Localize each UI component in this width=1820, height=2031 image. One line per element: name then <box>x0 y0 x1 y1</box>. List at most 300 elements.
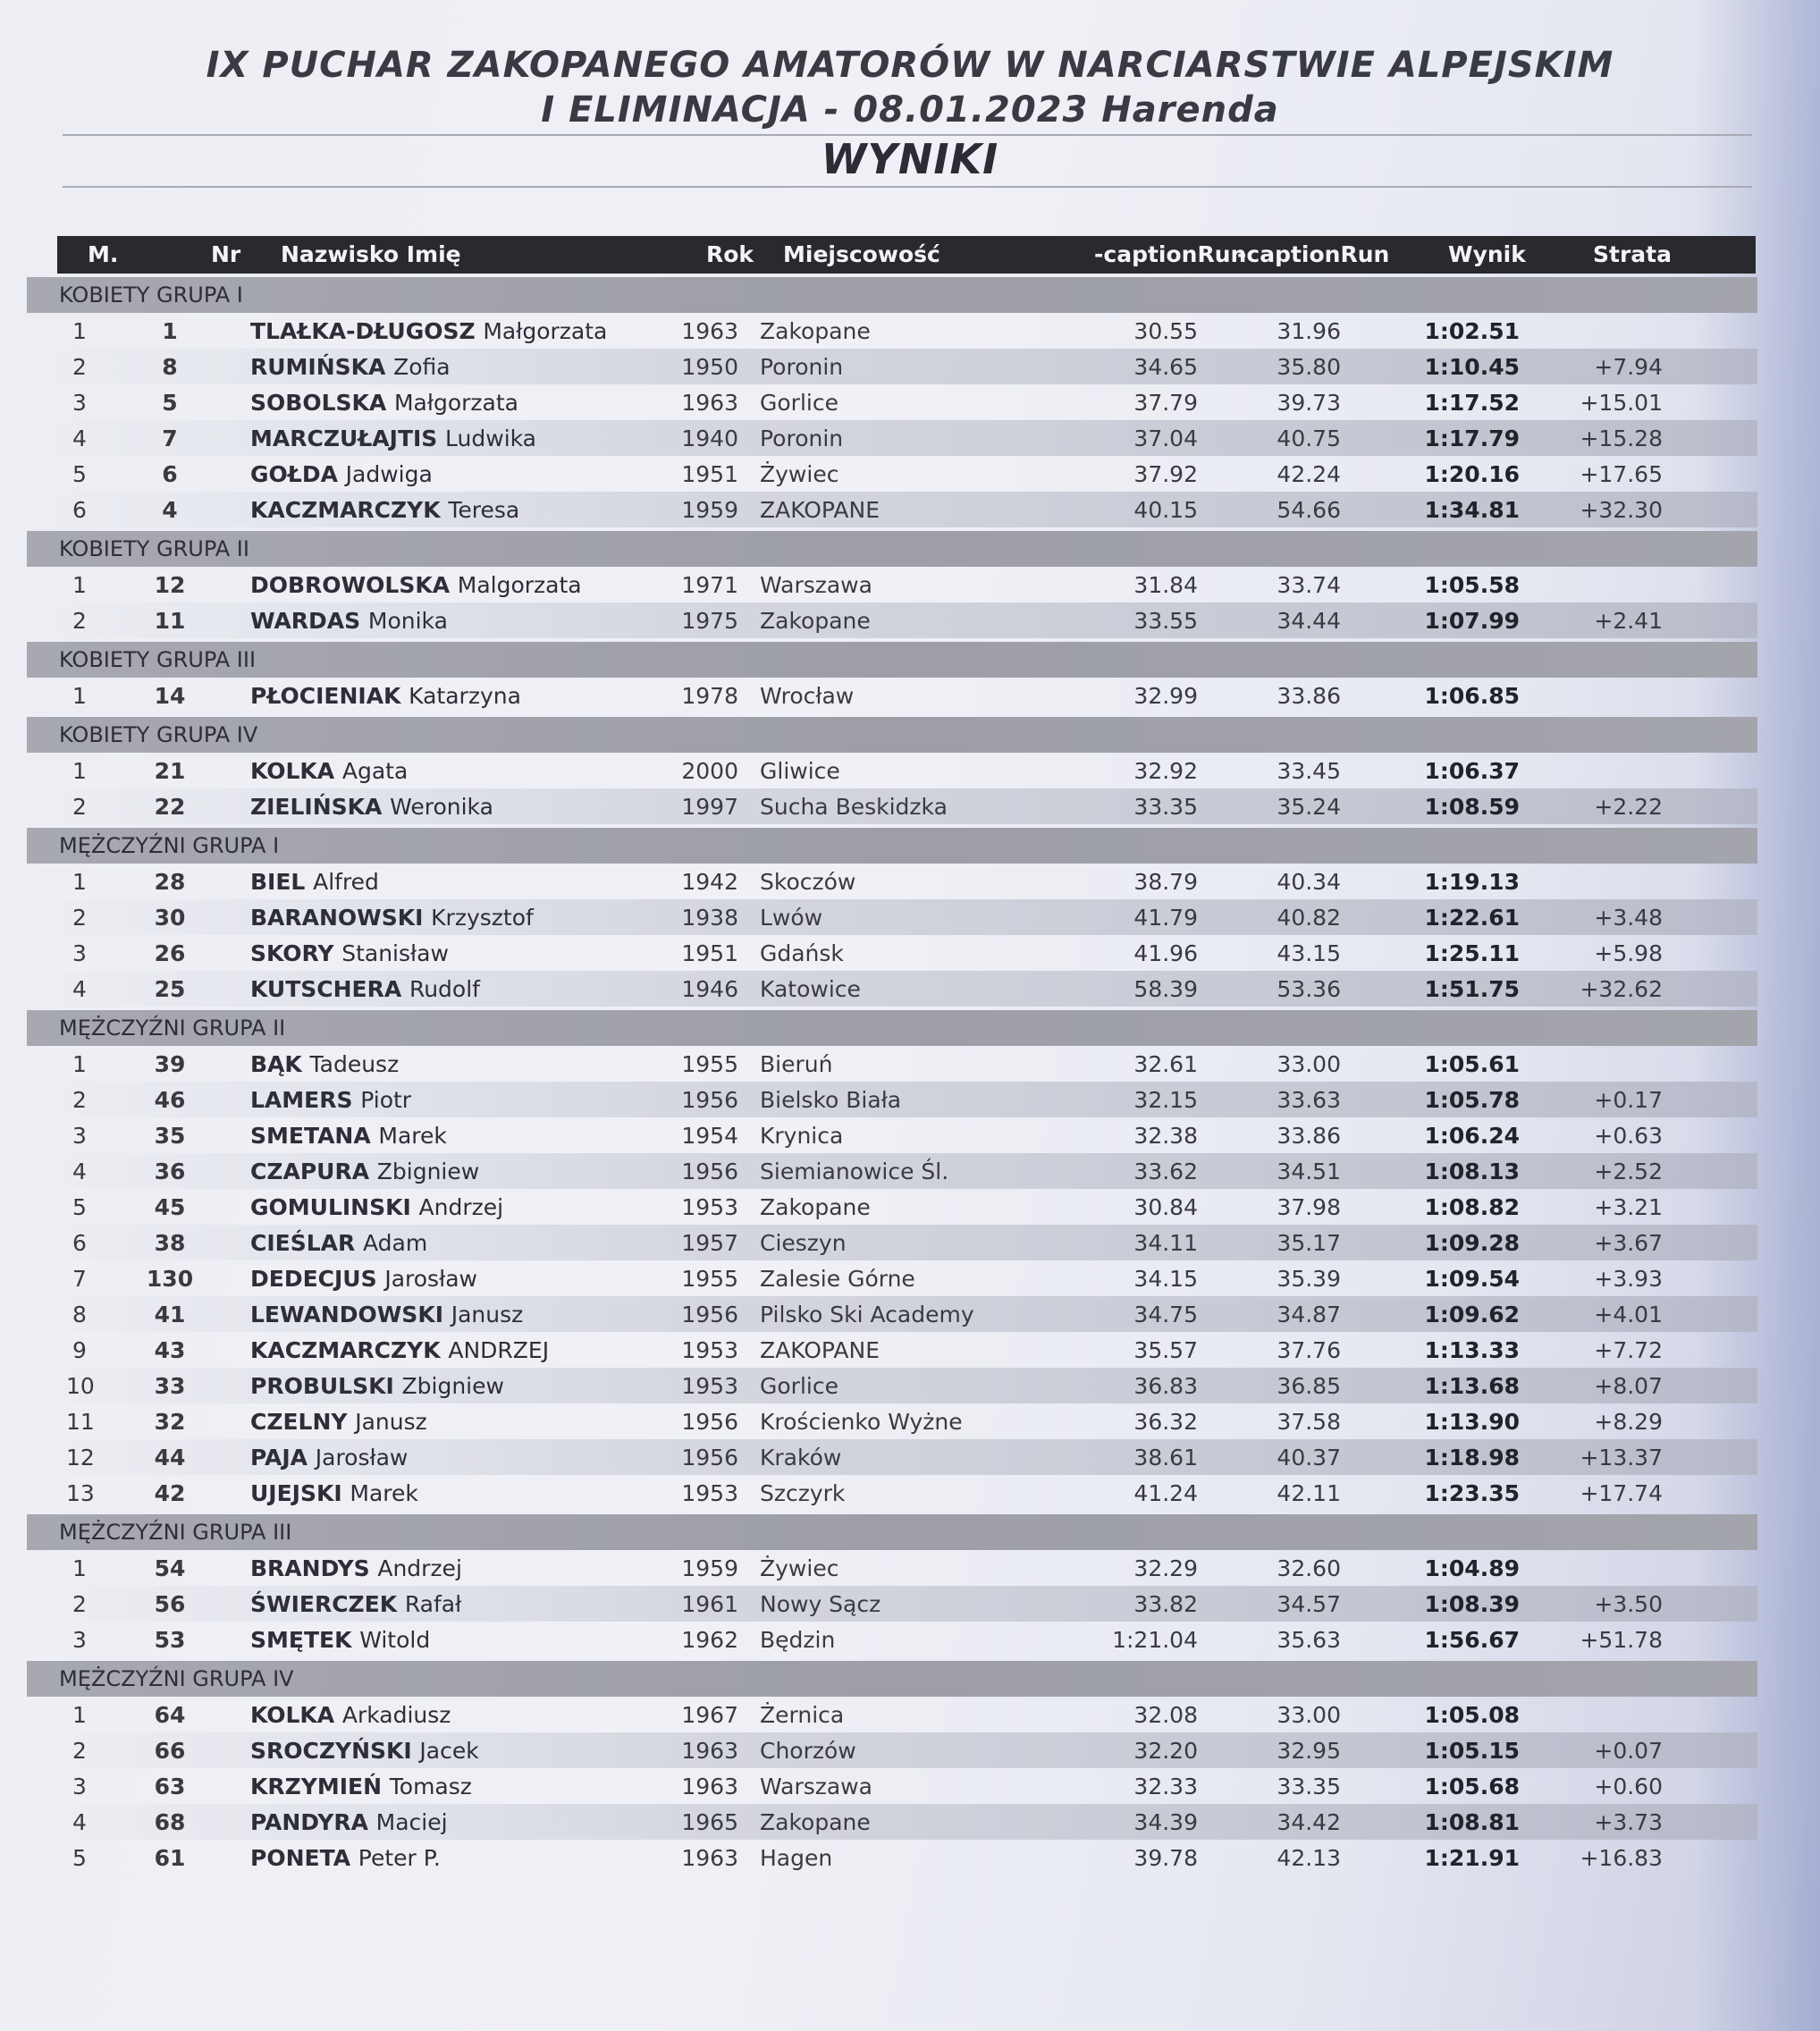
bib-number-cell: 44 <box>154 1445 186 1471</box>
time-loss-cell: +2.52 <box>1594 1159 1663 1184</box>
first-name: Ludwika <box>445 426 536 451</box>
run2-time-cell: 40.82 <box>1277 905 1341 931</box>
time-loss-cell: +3.48 <box>1594 905 1663 931</box>
time-loss-cell: +15.28 <box>1580 426 1663 451</box>
birth-year-cell: 1963 <box>681 318 738 344</box>
place-cell: 2 <box>72 1087 87 1113</box>
total-result-cell: 1:34.81 <box>1424 497 1520 523</box>
competitor-name-cell <box>250 1774 472 1799</box>
first-name: Jarosław <box>315 1445 409 1471</box>
bib-number-cell: 68 <box>154 1809 186 1835</box>
group-header <box>27 1514 1757 1550</box>
competitor-name-cell <box>250 1480 418 1506</box>
place-cell: 4 <box>72 426 87 451</box>
time-loss-cell: +3.50 <box>1594 1591 1663 1617</box>
run1-time-cell: 41.96 <box>1133 940 1198 966</box>
city-cell: Bieruń <box>760 1051 833 1077</box>
bib-number-cell: 45 <box>154 1194 186 1220</box>
birth-year-cell: 1955 <box>681 1051 738 1077</box>
birth-year-cell: 2000 <box>681 758 738 784</box>
city-cell: Żywiec <box>760 461 839 487</box>
competitor-name-cell <box>250 1051 399 1077</box>
total-result-cell: 1:17.79 <box>1424 426 1520 451</box>
run2-time-cell: 42.11 <box>1277 1480 1341 1506</box>
place-cell: 4 <box>72 1809 87 1835</box>
city-cell: Chorzów <box>760 1738 856 1764</box>
run2-time-cell: 42.13 <box>1277 1845 1341 1871</box>
col-header-result: Wynik <box>1448 241 1526 267</box>
place-cell: 1 <box>72 318 87 344</box>
run2-time-cell: 53.36 <box>1277 976 1341 1002</box>
last-name: ZIELIŃSKA <box>250 794 383 820</box>
total-result-cell: 1:05.15 <box>1424 1738 1520 1764</box>
table-row <box>27 456 1757 492</box>
bib-number-cell: 66 <box>154 1738 186 1764</box>
first-name: Agata <box>341 758 409 784</box>
place-cell: 6 <box>72 497 87 523</box>
time-loss-cell: +15.01 <box>1580 390 1663 416</box>
first-name: Weronika <box>390 794 493 820</box>
table-row <box>27 1260 1757 1296</box>
city-cell: Zakopane <box>760 1809 871 1835</box>
birth-year-cell: 1956 <box>681 1302 738 1327</box>
time-loss-cell: +0.07 <box>1594 1738 1663 1764</box>
city-cell: Zakopane <box>760 318 871 344</box>
birth-year-cell: 1953 <box>681 1480 738 1506</box>
time-loss-cell: +13.37 <box>1580 1445 1663 1471</box>
run2-time-cell: 34.42 <box>1277 1809 1341 1835</box>
run1-time-cell: 33.62 <box>1133 1159 1198 1184</box>
run1-time-cell: 33.35 <box>1133 794 1198 820</box>
run2-time-cell: 33.00 <box>1277 1702 1341 1728</box>
total-result-cell: 1:02.51 <box>1424 318 1520 344</box>
table-row <box>27 678 1757 713</box>
run2-time-cell: 35.80 <box>1277 354 1341 380</box>
col-header-year: Rok <box>706 241 754 267</box>
total-result-cell: 1:05.61 <box>1424 1051 1520 1077</box>
title-divider <box>63 134 1752 136</box>
run2-time-cell: 34.87 <box>1277 1302 1341 1327</box>
total-result-cell: 1:25.11 <box>1424 940 1520 966</box>
city-cell: ZAKOPANE <box>760 497 881 523</box>
run1-time-cell: 34.39 <box>1133 1809 1198 1835</box>
time-loss-cell: +51.78 <box>1580 1627 1663 1653</box>
run2-time-cell: 43.15 <box>1277 940 1341 966</box>
competitor-name-cell <box>250 905 534 931</box>
competitor-name-cell <box>250 1555 462 1581</box>
run2-time-cell: 35.63 <box>1277 1627 1341 1653</box>
run2-time-cell: 35.39 <box>1277 1266 1341 1292</box>
total-result-cell: 1:05.58 <box>1424 572 1520 598</box>
group-title: MĘŻCZYŹNI GRUPA IV <box>59 1666 294 1691</box>
city-cell: Pilsko Ski Academy <box>760 1302 974 1327</box>
run1-time-cell: 37.92 <box>1133 461 1198 487</box>
bib-number-cell: 12 <box>154 572 186 598</box>
table-row <box>27 349 1757 384</box>
competitor-name-cell <box>250 1627 430 1653</box>
total-result-cell: 1:09.54 <box>1424 1266 1520 1292</box>
document-title <box>0 43 1820 186</box>
group-header <box>27 277 1757 313</box>
last-name: SKORY <box>250 940 334 966</box>
group-title: KOBIETY GRUPA III <box>59 647 257 672</box>
bib-number-cell: 26 <box>154 940 186 966</box>
city-cell: Gorlice <box>760 390 838 416</box>
first-name: Maciej <box>375 1809 448 1835</box>
place-cell: 2 <box>72 1591 87 1617</box>
group-title: KOBIETY GRUPA II <box>59 536 249 561</box>
last-name: TLAŁKA-DŁUGOSZ <box>250 318 476 344</box>
col-header-name: Nazwisko Imię <box>281 241 461 267</box>
total-result-cell: 1:08.39 <box>1424 1591 1520 1617</box>
last-name: KOLKA <box>250 1702 335 1728</box>
birth-year-cell: 1954 <box>681 1123 738 1149</box>
first-name: Andrzej <box>377 1555 462 1581</box>
total-result-cell: 1:20.16 <box>1424 461 1520 487</box>
run2-time-cell: 34.57 <box>1277 1591 1341 1617</box>
competitor-name-cell <box>250 1159 479 1184</box>
city-cell: Bielsko Biała <box>760 1087 902 1113</box>
birth-year-cell: 1965 <box>681 1809 738 1835</box>
bib-number-cell: 14 <box>154 683 186 709</box>
city-cell: Warszawa <box>760 572 872 598</box>
birth-year-cell: 1942 <box>681 869 738 895</box>
run1-time-cell: 32.20 <box>1133 1738 1198 1764</box>
run1-time-cell: 36.83 <box>1133 1373 1198 1399</box>
city-cell: Cieszyn <box>760 1230 847 1256</box>
place-cell: 3 <box>72 1774 87 1799</box>
table-row <box>27 1804 1757 1840</box>
birth-year-cell: 1963 <box>681 1738 738 1764</box>
bib-number-cell: 1 <box>162 318 178 344</box>
place-cell: 3 <box>72 940 87 966</box>
table-row <box>27 1225 1757 1260</box>
last-name: KOLKA <box>250 758 335 784</box>
city-cell: Sucha Beskidzka <box>760 794 948 820</box>
total-result-cell: 1:17.52 <box>1424 390 1520 416</box>
bib-number-cell: 4 <box>162 497 178 523</box>
col-header-city: Miejscowość <box>783 241 940 267</box>
run2-time-cell: 33.74 <box>1277 572 1341 598</box>
run2-time-cell: 36.85 <box>1277 1373 1341 1399</box>
competition-title: IX PUCHAR ZAKOPANEGO AMATORÓW W NARCIARSTWIE ALPEJSKIM <box>206 45 1614 86</box>
first-name: Janusz <box>451 1302 524 1327</box>
competitor-name-cell <box>250 497 519 523</box>
time-loss-cell: +3.67 <box>1594 1230 1663 1256</box>
birth-year-cell: 1967 <box>681 1702 738 1728</box>
place-cell: 5 <box>72 1194 87 1220</box>
last-name: SOBOLSKA <box>250 390 387 416</box>
city-cell: Nowy Sącz <box>760 1591 881 1617</box>
last-name: KACZMARCZYK <box>250 497 441 523</box>
competitor-name-cell <box>250 1230 427 1256</box>
city-cell: Kraków <box>760 1445 842 1471</box>
city-cell: Zalesie Górne <box>760 1266 915 1292</box>
last-name: UJEJSKI <box>250 1480 342 1506</box>
last-name: GOMULINSKI <box>250 1194 411 1220</box>
competitor-name-cell <box>250 354 451 380</box>
birth-year-cell: 1940 <box>681 426 738 451</box>
last-name: PROBULSKI <box>250 1373 394 1399</box>
last-name: LEWANDOWSKI <box>250 1302 443 1327</box>
birth-year-cell: 1956 <box>681 1159 738 1184</box>
run2-time-cell: 35.24 <box>1277 794 1341 820</box>
competitor-name-cell <box>250 794 493 820</box>
run1-time-cell: 41.79 <box>1133 905 1198 931</box>
time-loss-cell: +17.74 <box>1580 1480 1663 1506</box>
bib-number-cell: 28 <box>154 869 186 895</box>
bib-number-cell: 130 <box>146 1266 194 1292</box>
table-row <box>27 603 1757 638</box>
city-cell: Zakopane <box>760 1194 871 1220</box>
table-row <box>27 1586 1757 1622</box>
total-result-cell: 1:05.08 <box>1424 1702 1520 1728</box>
table-row <box>27 1475 1757 1511</box>
place-cell: 2 <box>72 354 87 380</box>
total-result-cell: 1:56.67 <box>1424 1627 1520 1653</box>
place-cell: 11 <box>66 1409 95 1435</box>
table-row <box>27 864 1757 899</box>
first-name: Zbigniew <box>376 1159 480 1184</box>
run1-time-cell: 37.04 <box>1133 426 1198 451</box>
table-row <box>27 899 1757 935</box>
bib-number-cell: 63 <box>154 1774 186 1799</box>
last-name: PŁOCIENIAK <box>250 683 401 709</box>
city-cell: Krościenko Wyżne <box>760 1409 963 1435</box>
competitor-name-cell <box>250 683 521 709</box>
place-cell: 5 <box>72 1845 87 1871</box>
bib-number-cell: 43 <box>154 1337 186 1363</box>
place-cell: 5 <box>72 461 87 487</box>
place-cell: 1 <box>72 1702 87 1728</box>
first-name: Arkadiusz <box>341 1702 451 1728</box>
last-name: KRZYMIEŃ <box>250 1774 383 1799</box>
run2-time-cell: 40.75 <box>1277 426 1341 451</box>
competitor-name-cell <box>250 1337 549 1363</box>
total-result-cell: 1:18.98 <box>1424 1445 1520 1471</box>
city-cell: Szczyrk <box>760 1480 846 1506</box>
col-header-number: Nr <box>211 241 241 267</box>
run2-time-cell: 35.17 <box>1277 1230 1341 1256</box>
birth-year-cell: 1950 <box>681 354 738 380</box>
competitor-name-cell <box>250 426 536 451</box>
birth-year-cell: 1953 <box>681 1373 738 1399</box>
first-name: Rafał <box>404 1591 462 1617</box>
bib-number-cell: 56 <box>154 1591 186 1617</box>
bib-number-cell: 61 <box>154 1845 186 1871</box>
first-name: ANDRZEJ <box>448 1337 550 1363</box>
table-row <box>27 1368 1757 1403</box>
last-name: PANDYRA <box>250 1809 368 1835</box>
bib-number-cell: 5 <box>162 390 178 416</box>
first-name: Teresa <box>448 497 520 523</box>
table-row <box>27 1403 1757 1439</box>
bib-number-cell: 53 <box>154 1627 186 1653</box>
bib-number-cell: 46 <box>154 1087 186 1113</box>
run1-time-cell: 34.65 <box>1133 354 1198 380</box>
bib-number-cell: 35 <box>154 1123 186 1149</box>
birth-year-cell: 1957 <box>681 1230 738 1256</box>
total-result-cell: 1:09.28 <box>1424 1230 1520 1256</box>
table-row <box>27 753 1757 788</box>
results-heading: WYNIKI <box>821 135 999 183</box>
run1-time-cell: 38.61 <box>1133 1445 1198 1471</box>
birth-year-cell: 1953 <box>681 1194 738 1220</box>
bib-number-cell: 11 <box>154 608 186 634</box>
place-cell: 1 <box>72 683 87 709</box>
city-cell: Warszawa <box>760 1774 872 1799</box>
competitor-name-cell <box>250 1445 408 1471</box>
competitor-name-cell <box>250 1738 479 1764</box>
place-cell: 13 <box>66 1480 95 1506</box>
total-result-cell: 1:21.91 <box>1424 1845 1520 1871</box>
city-cell: Hagen <box>760 1845 833 1871</box>
city-cell: Katowice <box>760 976 861 1002</box>
run2-time-cell: 32.60 <box>1277 1555 1341 1581</box>
bib-number-cell: 41 <box>154 1302 186 1327</box>
first-name: Jarosław <box>384 1266 477 1292</box>
group-title: KOBIETY GRUPA I <box>59 282 243 308</box>
run1-time-cell: 58.39 <box>1133 976 1198 1002</box>
first-name: Marek <box>350 1480 418 1506</box>
run2-time-cell: 40.37 <box>1277 1445 1341 1471</box>
total-result-cell: 1:06.24 <box>1424 1123 1520 1149</box>
total-result-cell: 1:10.45 <box>1424 354 1520 380</box>
table-row <box>27 1046 1757 1082</box>
run1-time-cell: 32.29 <box>1133 1555 1198 1581</box>
time-loss-cell: +3.21 <box>1594 1194 1663 1220</box>
place-cell: 2 <box>72 905 87 931</box>
birth-year-cell: 1963 <box>681 390 738 416</box>
total-result-cell: 1:08.13 <box>1424 1159 1520 1184</box>
birth-year-cell: 1961 <box>681 1591 738 1617</box>
run1-time-cell: 32.38 <box>1133 1123 1198 1149</box>
bib-number-cell: 36 <box>154 1159 186 1184</box>
competitor-name-cell <box>250 390 518 416</box>
first-name: Witold <box>359 1627 431 1653</box>
birth-year-cell: 1951 <box>681 940 738 966</box>
last-name: LAMERS <box>250 1087 353 1113</box>
birth-year-cell: 1956 <box>681 1087 738 1113</box>
table-row <box>27 1439 1757 1475</box>
place-cell: 12 <box>66 1445 95 1471</box>
group-header <box>27 1010 1757 1046</box>
time-loss-cell: +7.72 <box>1594 1337 1663 1363</box>
results-table <box>27 236 1757 1875</box>
run1-time-cell: 34.15 <box>1133 1266 1198 1292</box>
run1-time-cell: 32.92 <box>1133 758 1198 784</box>
competitor-name-cell <box>250 1302 523 1327</box>
last-name: BARANOWSKI <box>250 905 424 931</box>
run2-time-cell: 33.86 <box>1277 1123 1341 1149</box>
table-row <box>27 420 1757 456</box>
total-result-cell: 1:06.37 <box>1424 758 1520 784</box>
run2-time-cell: 42.24 <box>1277 461 1341 487</box>
col-header-place: M. <box>88 241 119 267</box>
table-row <box>27 1082 1757 1117</box>
place-cell: 9 <box>72 1337 87 1363</box>
first-name: Andrzej <box>418 1194 504 1220</box>
total-result-cell: 1:13.90 <box>1424 1409 1520 1435</box>
last-name: SMETANA <box>250 1123 371 1149</box>
birth-year-cell: 1978 <box>681 683 738 709</box>
total-result-cell: 1:08.82 <box>1424 1194 1520 1220</box>
col-header-run1: -captionRun <box>1094 241 1247 267</box>
bib-number-cell: 22 <box>154 794 186 820</box>
group-header <box>27 717 1757 753</box>
total-result-cell: 1:19.13 <box>1424 869 1520 895</box>
birth-year-cell: 1953 <box>681 1337 738 1363</box>
run2-time-cell: 39.73 <box>1277 390 1341 416</box>
run2-time-cell: 34.44 <box>1277 608 1341 634</box>
city-cell: Siemianowice Śl. <box>760 1159 949 1184</box>
group-title: MĘŻCZYŹNI GRUPA I <box>59 833 280 858</box>
bib-number-cell: 25 <box>154 976 186 1002</box>
total-result-cell: 1:05.68 <box>1424 1774 1520 1799</box>
table-row <box>27 1768 1757 1804</box>
run1-time-cell: 34.11 <box>1133 1230 1198 1256</box>
run2-time-cell: 31.96 <box>1277 318 1341 344</box>
birth-year-cell: 1962 <box>681 1627 738 1653</box>
competitor-name-cell <box>250 1809 448 1835</box>
bib-number-cell: 33 <box>154 1373 186 1399</box>
run1-time-cell: 39.78 <box>1133 1845 1198 1871</box>
col-header-run2: -captionRun <box>1237 241 1390 267</box>
city-cell: Poronin <box>760 426 844 451</box>
first-name: Jadwiga <box>345 461 433 487</box>
birth-year-cell: 1959 <box>681 1555 738 1581</box>
run1-time-cell: 37.79 <box>1133 390 1198 416</box>
col-header-loss: Strata <box>1593 241 1672 267</box>
run2-time-cell: 40.34 <box>1277 869 1341 895</box>
groups-container <box>27 277 1757 1875</box>
last-name: KACZMARCZYK <box>250 1337 441 1363</box>
place-cell: 4 <box>72 976 87 1002</box>
competitor-name-cell <box>250 869 379 895</box>
total-result-cell: 1:09.62 <box>1424 1302 1520 1327</box>
last-name: WARDAS <box>250 608 361 634</box>
table-row <box>27 1697 1757 1732</box>
table-row <box>27 1153 1757 1189</box>
first-name: Stanisław <box>341 940 449 966</box>
run1-time-cell: 32.61 <box>1133 1051 1198 1077</box>
table-row <box>27 1622 1757 1657</box>
time-loss-cell: +32.30 <box>1580 497 1663 523</box>
first-name: Piotr <box>360 1087 412 1113</box>
last-name: CZELNY <box>250 1409 348 1435</box>
bib-number-cell: 6 <box>162 461 178 487</box>
table-row <box>27 1332 1757 1368</box>
time-loss-cell: +8.07 <box>1594 1373 1663 1399</box>
birth-year-cell: 1951 <box>681 461 738 487</box>
table-row <box>27 1117 1757 1153</box>
group-title: MĘŻCZYŹNI GRUPA II <box>59 1016 286 1041</box>
first-name: Rudolf <box>409 976 480 1002</box>
time-loss-cell: +8.29 <box>1594 1409 1663 1435</box>
run2-time-cell: 37.98 <box>1277 1194 1341 1220</box>
run2-time-cell: 33.86 <box>1277 683 1341 709</box>
bib-number-cell: 54 <box>154 1555 186 1581</box>
last-name: GOŁDA <box>250 461 338 487</box>
bib-number-cell: 39 <box>154 1051 186 1077</box>
run2-time-cell: 37.58 <box>1277 1409 1341 1435</box>
last-name: DEDECJUS <box>250 1266 377 1292</box>
run1-time-cell: 36.32 <box>1133 1409 1198 1435</box>
table-row <box>27 384 1757 420</box>
birth-year-cell: 1963 <box>681 1845 738 1871</box>
run1-time-cell: 40.15 <box>1133 497 1198 523</box>
competitor-name-cell <box>250 1194 503 1220</box>
